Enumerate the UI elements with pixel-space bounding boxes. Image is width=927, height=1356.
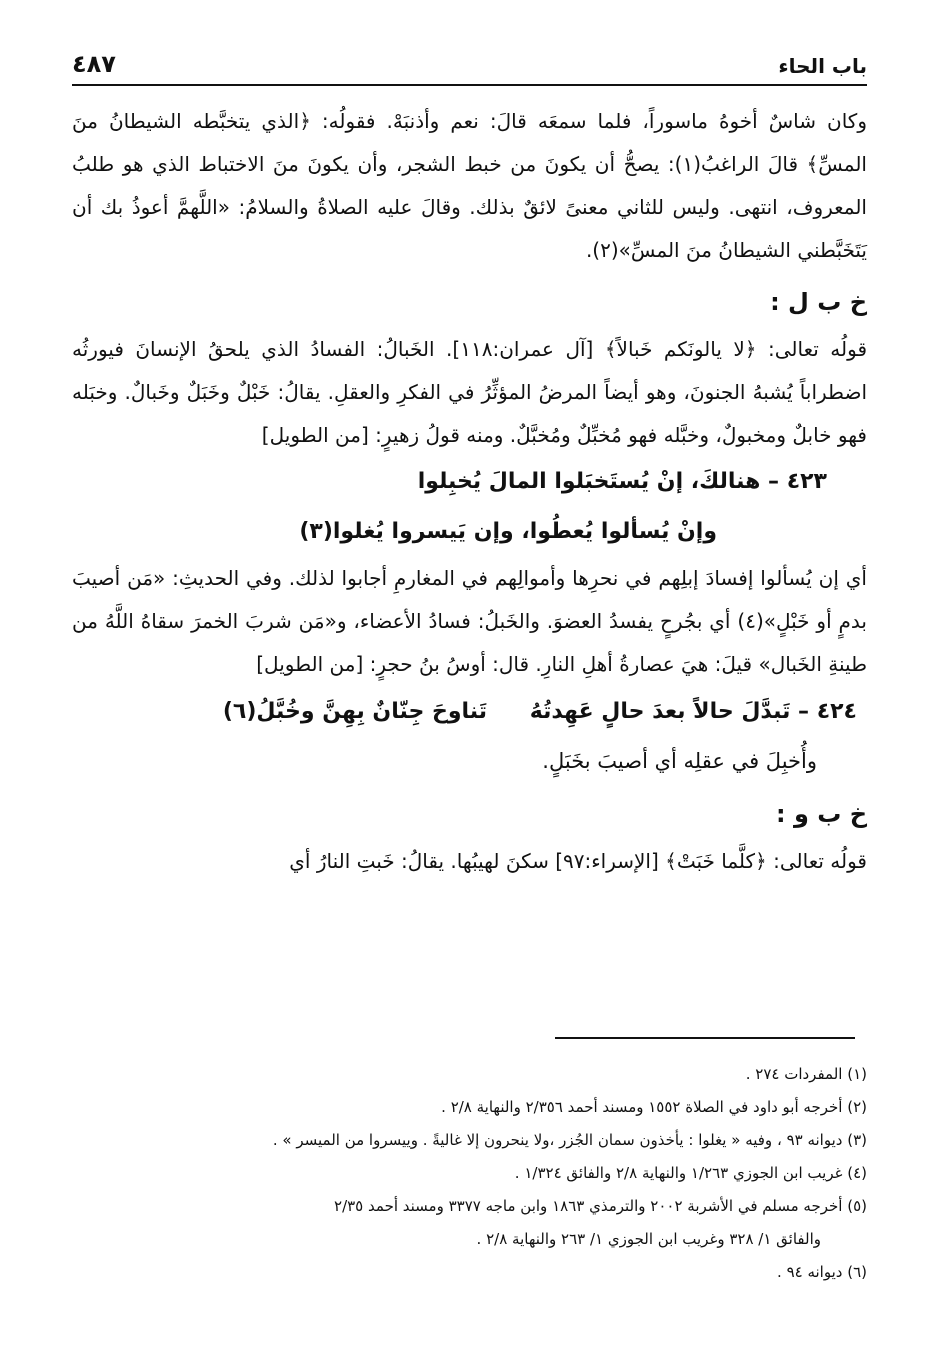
chapter-title: باب الحاء bbox=[778, 54, 867, 78]
footnotes bbox=[90, 1058, 867, 1289]
footnote-1: (١) المفردات ٢٧٤ . bbox=[745, 1065, 867, 1083]
verse-424-gloss: وأُخبِلَ في عقلِه أي أصيبَ بخَبَلٍ. bbox=[542, 749, 817, 773]
paragraph-2: قولُه تعالى: ﴿لا يالونَكم خَبالاً﴾ [آل عمران:١١٨]. الخَبالُ: الفسادُ الذي يلحقُ الإنسانَ فيورثُه اضطراباً يُشبهُ الجنونَ، وهو أيضاً المرضُ المؤثِّرُ في الفكرِ والعقلِ. يقالُ: خَبْلٌ وخَبَلٌ وخَبالٌ. وخبَله فهو خابلٌ ومخبولٌ، وخبَّله فهو مُخبِّلٌ ومُخبَّلٌ. ومنه قولُ زهيرٍ: [من الطويل] bbox=[72, 337, 867, 447]
verse-423 bbox=[72, 457, 867, 557]
paragraph-4: قولُه تعالى: ﴿كلَّما خَبَتْ﴾ [الإسراء:٩٧] سكنَ لهيبُها. يقالُ: خَبتِ النارُ أي bbox=[289, 849, 867, 873]
verse-424-second-hemistich: تَناوحَ جِنّانٌ بِهِنَّ وخُبَّلُ(٦) bbox=[222, 699, 487, 724]
entry-heading-khbl: خ ب ل : bbox=[770, 288, 867, 316]
verse-423-line-1: ٤٢٣ – هنالكَ، إنْ يُستَخبَلوا المالَ يُخبِلوا bbox=[417, 469, 827, 494]
footnote-separator bbox=[555, 1037, 855, 1039]
footnote-3: (٣) ديوانه ٩٣ ، وفيه « يغلوا : يأخذون سمان الجُزر ،ولا ينحرون إلا غاليةً . وييسروا من الميسر » . bbox=[272, 1131, 867, 1149]
footnote-5-continued: والفائق ١/ ٣٢٨ وغريب ابن الجوزي ١/ ٢٦٣ والنهاية ٢/٨ . bbox=[476, 1230, 821, 1248]
footnote-2: (٢) أخرجه أبو داود في الصلاة ١٥٥٢ ومسند أحمد ٢/٣٥٦ والنهاية ٢/٨ . bbox=[441, 1098, 867, 1116]
footnote-5: (٥) أخرجه مسلم في الأشربة ٢٠٠٢ والترمذي ١٨٦٣ وابن ماجه ٣٣٧٧ ومسند أحمد ٢/٣٥ bbox=[334, 1197, 867, 1215]
verse-423-line-2: وإنْ يُسألوا يُعطُوا، وإن يَيسروا يُغلوا(٣) bbox=[299, 519, 717, 544]
entry-heading-khbw: خ ب و : bbox=[776, 800, 867, 828]
page-number: ٤٨٧ bbox=[72, 50, 116, 78]
footnote-6: (٦) ديوانه ٩٤ . bbox=[777, 1263, 867, 1281]
page-body bbox=[72, 50, 867, 883]
paragraph-1: وكان شاسٌ أخوهُ ماسوراً، فلما سمعَه قالَ: نعم وأذنبَهْ. فقولُه: ﴿الذي يتخبَّطه الشيطانُ منَ المسِّ﴾ قالَ الراغبُ(١): يصحُّ أن يكونَ من خبط الشجر، وأن يكونَ منَ الاختباط الذي هو طلبُ المعروف، انتهى. وليس للثاني معنىً لائقٌ بذلك. وقالَ عليه الصلاةُ والسلامُ: «اللَّهمَّ أعوذُ بك أن يَتَخَبَّطني الشيطانُ منَ المسِّ»(٢). bbox=[72, 109, 867, 262]
paragraph-3: أي إن يُسألوا إفسادَ إبلِهم في نحرِها وأموالِهم في المغارمِ أجابوا لذلك. وفي الحديثِ: «مَن أصيبَ بدمٍ أو خَبْلٍ»(٤) أي بجُرحٍ يفسدُ العضوَ. والخَبلُ: فسادُ الأعضاء، و«مَن شربَ الخمرَ سقاهُ اللَّهُ من طينةِ الخَبال» قيلَ: هيَ عصارةُ أهلِ النارِ. قال: أوسُ بنُ حجرٍ: [من الطويل] bbox=[72, 566, 867, 676]
verse-424 bbox=[72, 686, 867, 738]
footnote-4: (٤) غريب ابن الجوزي ١/٢٦٣ والنهاية ٢/٨ والفائق ١/٣٢٤ . bbox=[514, 1164, 867, 1182]
verse-424-first-hemistich: ٤٢٤ – تَبدَّلَ حالاً بعدَ حالٍ عَهِدتُهُ bbox=[529, 699, 857, 724]
running-header bbox=[72, 50, 867, 86]
